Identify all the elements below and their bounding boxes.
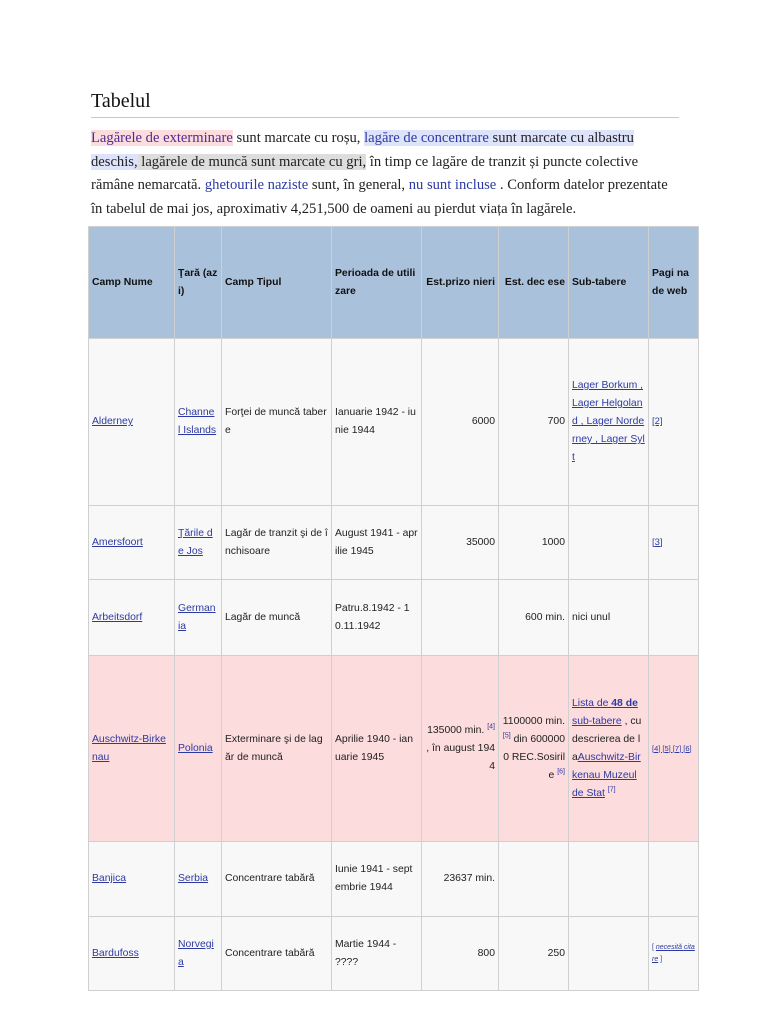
country-link[interactable]: Channe l Islands [178,407,217,436]
intro-text-general: sunt, în general, [308,177,406,193]
table-row [89,917,699,991]
intro-text-gray: lagărele de muncă sunt marcate cu gri, [137,153,367,170]
country-link[interactable]: German ia [178,602,216,632]
type-cell: Lagăr de tranzit şi de închisoare [222,506,332,580]
camp-name-cell[interactable] [89,339,175,506]
period-cell: August 1941 - aprilie 1945 [332,506,422,580]
deaths-cell: 1000 [499,506,569,580]
camp-link[interactable]: Bardufoss [92,947,139,959]
header-camp-name[interactable]: Camp Nume [89,227,175,339]
country-link[interactable]: Polonia [178,742,213,754]
web-cell[interactable] [649,656,699,842]
country-link[interactable]: Ţările de Jos [178,527,213,557]
reference-link[interactable]: [2] [652,416,663,427]
type-cell: Lagăr de muncă [222,580,332,656]
prisoners-cell: 23637 min. [422,842,499,917]
web-cell[interactable] [649,506,699,580]
reference-link[interactable]: [4] [5] [7] [6] [652,743,692,753]
citation-link[interactable]: [7] [607,786,616,794]
intro-text-blue: sunt marcate cu albastru deschis, [91,130,634,170]
country-cell[interactable] [175,339,222,506]
period-cell: Ianuarie 1942 - iunie 1944 [332,339,422,506]
web-cell[interactable] [649,917,699,991]
table-row [89,842,699,917]
web-cell [649,842,699,917]
subcamps-cell[interactable] [569,656,649,842]
camp-name-cell[interactable] [89,917,175,991]
subcamps-cell [569,506,649,580]
deaths-cell [499,842,569,917]
deaths-cell: 600 min. [499,580,569,656]
header-web[interactable]: Pagi na de web [649,227,699,339]
camp-name-cell[interactable] [89,506,175,580]
camp-link[interactable]: Arbeitsdorf [92,611,143,623]
prisoners-cell: 6000 [422,339,499,506]
table-row [89,656,699,842]
web-cell [649,580,699,656]
nazi-ghettos-link[interactable]: ghetourile naziste [204,177,309,193]
country-cell[interactable] [175,917,222,991]
type-cell: Exterminare şi de lagăr de muncă [222,656,332,842]
subcamps-desc: , cu descrierea de la [572,715,642,763]
header-period[interactable]: Perioada de utilizare [332,227,422,339]
subcamps-link[interactable]: Lager Borkum , Lager Helgoland , Lager Norderney , Lager Sylt [572,380,645,463]
table-header-row [89,227,699,339]
period-cell: Aprilie 1940 - ianuarie 1945 [332,656,422,842]
subcamps-prefix: Lista de [572,697,612,709]
citation-needed-text: necesită [655,943,682,951]
subcamps-cell[interactable] [569,339,649,506]
deaths-cell: 250 [499,917,569,991]
camp-name-cell[interactable] [89,656,175,842]
header-prisoners[interactable]: Est.prizo nieri [422,227,499,339]
period-cell: Patru.8.1942 - 10.11.1942 [332,580,422,656]
country-cell[interactable] [175,656,222,842]
country-cell[interactable] [175,580,222,656]
web-cell[interactable] [649,339,699,506]
subcamps-label: sub-tabere [572,715,622,727]
country-cell[interactable] [175,506,222,580]
deaths-cell: 700 [499,339,569,506]
camp-link[interactable]: Alderney [92,416,134,427]
subcamps-count: 48 de [611,697,638,709]
prisoners-cell: 35000 [422,506,499,580]
prisoners-cell [422,656,499,842]
subcamps-cell: nici unul [569,580,649,656]
camp-name-cell[interactable] [89,842,175,917]
header-subcamps[interactable]: Sub-tabere [569,227,649,339]
table-row [89,339,699,506]
table-row [89,506,699,580]
camp-link[interactable]: Banjica [92,873,127,884]
intro-text-conclusion: . Conform datelor prezentate în tabelul de mai jos, aproximativ 4,251,500 de oameni au pierdut viața în lagărele. [91,177,668,217]
country-link[interactable]: Serbia [178,873,209,884]
deaths-value: 1100000 min. [502,715,565,727]
citation-link[interactable]: [5] [502,732,511,740]
citation-text: citare [652,943,695,963]
museum-link[interactable]: Auschwitz-Birkenau Muzeul de Stat [572,751,641,799]
intro-text-red: sunt marcate cu roșu, [232,130,361,146]
deaths-cell [499,656,569,842]
period-cell: Martie 1944 - ???? [332,917,422,991]
citation-link[interactable]: [4] [487,723,495,731]
subcamps-cell [569,842,649,917]
extermination-camps-link[interactable]: Lagărele de exterminare [91,130,233,146]
prisoners-cell: 800 [422,917,499,991]
section-heading: Tabelul [91,90,679,118]
period-cell: Iunie 1941 - septembrie 1944 [332,842,422,917]
camp-link[interactable]: Amersfoort [92,536,143,548]
not-included-link[interactable]: nu sunt incluse [408,177,497,193]
subcamps-cell [569,917,649,991]
prisoners-note: , în august 1944 [426,742,495,772]
type-cell: Forţei de muncă tabere [222,339,332,506]
prisoners-cell [422,580,499,656]
camp-name-cell[interactable] [89,580,175,656]
header-deaths[interactable]: Est. dec ese [499,227,569,339]
header-country[interactable]: Ţară (azi) [175,227,222,339]
concentration-camps-link[interactable]: lagăre de concentrare [364,130,489,146]
country-cell[interactable] [175,842,222,917]
type-cell: Concentrare tabără [222,842,332,917]
citation-bracket: [ [652,943,656,951]
country-link[interactable]: Norvegia [178,938,214,968]
type-cell: Concentrare tabără [222,917,332,991]
table-row [89,580,699,656]
header-camp-type[interactable]: Camp Tipul [222,227,332,339]
intro-text-transit: în timp ce lagăre de tranzit și puncte colective rămâne nemarcată. [91,153,639,193]
camp-link[interactable]: Auschwitz-Birkenau [92,733,166,763]
reference-link[interactable]: [3] [652,536,663,548]
deaths-note: din 6000000 REC.Sosirile [503,733,565,781]
prisoners-value: 135000 min. [427,724,485,736]
camps-table [88,226,699,991]
intro-paragraph [91,127,681,221]
citation-link[interactable]: [6] [557,768,565,776]
citation-bracket: ] [658,955,663,963]
